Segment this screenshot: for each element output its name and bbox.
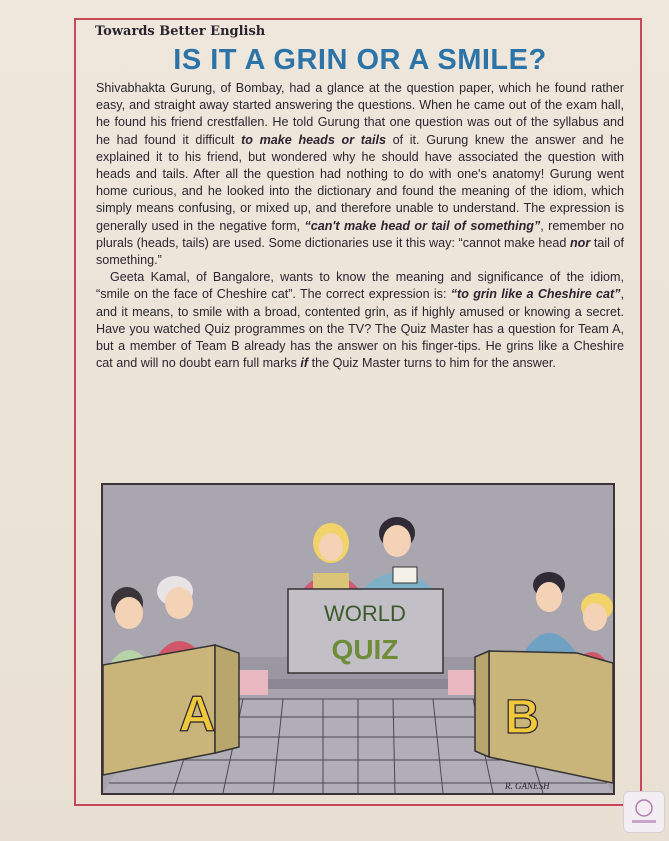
library-stamp-logo xyxy=(623,791,665,833)
italic-phrase: to make heads or tails xyxy=(241,132,386,147)
text-run: Shivabhakta Gurung, of Bombay, had a glance at the question paper, which he found rather easy, and straight away started answering the questions. When he came out of the exam hall, he found his friend crestfallen. He told Gurung that one question was out of the syllabus and he had found it difficult xyxy=(96,81,624,147)
text-run: tail of something.” xyxy=(96,235,624,268)
column-kicker: Towards Better English xyxy=(95,24,266,39)
world-quiz-desk xyxy=(288,589,443,673)
italic-phrase: “to grin like a Cheshire cat” xyxy=(450,287,621,302)
stamp-icon xyxy=(624,792,664,832)
italic-phrase: “can't make head or tail of something” xyxy=(304,218,541,233)
paragraph-1 xyxy=(96,80,624,269)
text-run: , and it means, to smile with a broad, contented grin, as if highly amused or knowing a secret. Have you watched Quiz programmes on the TV? The Quiz Master has a question for Team A, but a member of Team B already has the answer on his finger-tips. He grins like a Cheshire cat and will no doubt earn full marks xyxy=(96,287,624,371)
article-headline: IS IT A GRIN OR A SMILE? xyxy=(173,44,547,76)
text-run: , remember no plurals (heads, tails) are used. Some dictionaries use it this way: “cannot make head xyxy=(96,218,624,250)
quiz-cartoon-illustration xyxy=(101,483,615,795)
artist-signature: R. GANESH xyxy=(505,781,550,791)
text-run: of it. Gurung knew the answer and he explained it to his friend, but wondered why he should have associated the question with heads and tails. After all the question had nothing to do with one's anatomy! Gurung went home curious, and he looked into the dictionary and found the meaning of the idiom, which simply means confusing, or mixed up, and therefore unable to understand. The expression is generally used in the negative form, xyxy=(96,132,624,233)
article-body xyxy=(96,80,624,372)
desk-a-letter: A xyxy=(179,686,216,742)
sign-quiz: QUIZ xyxy=(331,634,399,665)
desk-b-letter: B xyxy=(505,691,540,744)
text-run: the Quiz Master turns to him for the answer. xyxy=(308,356,556,371)
cartoon-drawing xyxy=(103,485,613,793)
text-run: Geeta Kamal, of Bangalore, wants to know the meaning and significance of the idiom, “smile on the face of Cheshire cat”. The correct expression is: xyxy=(96,270,624,302)
sign-world: WORLD xyxy=(324,601,406,626)
italic-phrase: if xyxy=(300,356,309,371)
paragraph-2 xyxy=(96,269,624,372)
italic-phrase: nor xyxy=(569,235,591,250)
